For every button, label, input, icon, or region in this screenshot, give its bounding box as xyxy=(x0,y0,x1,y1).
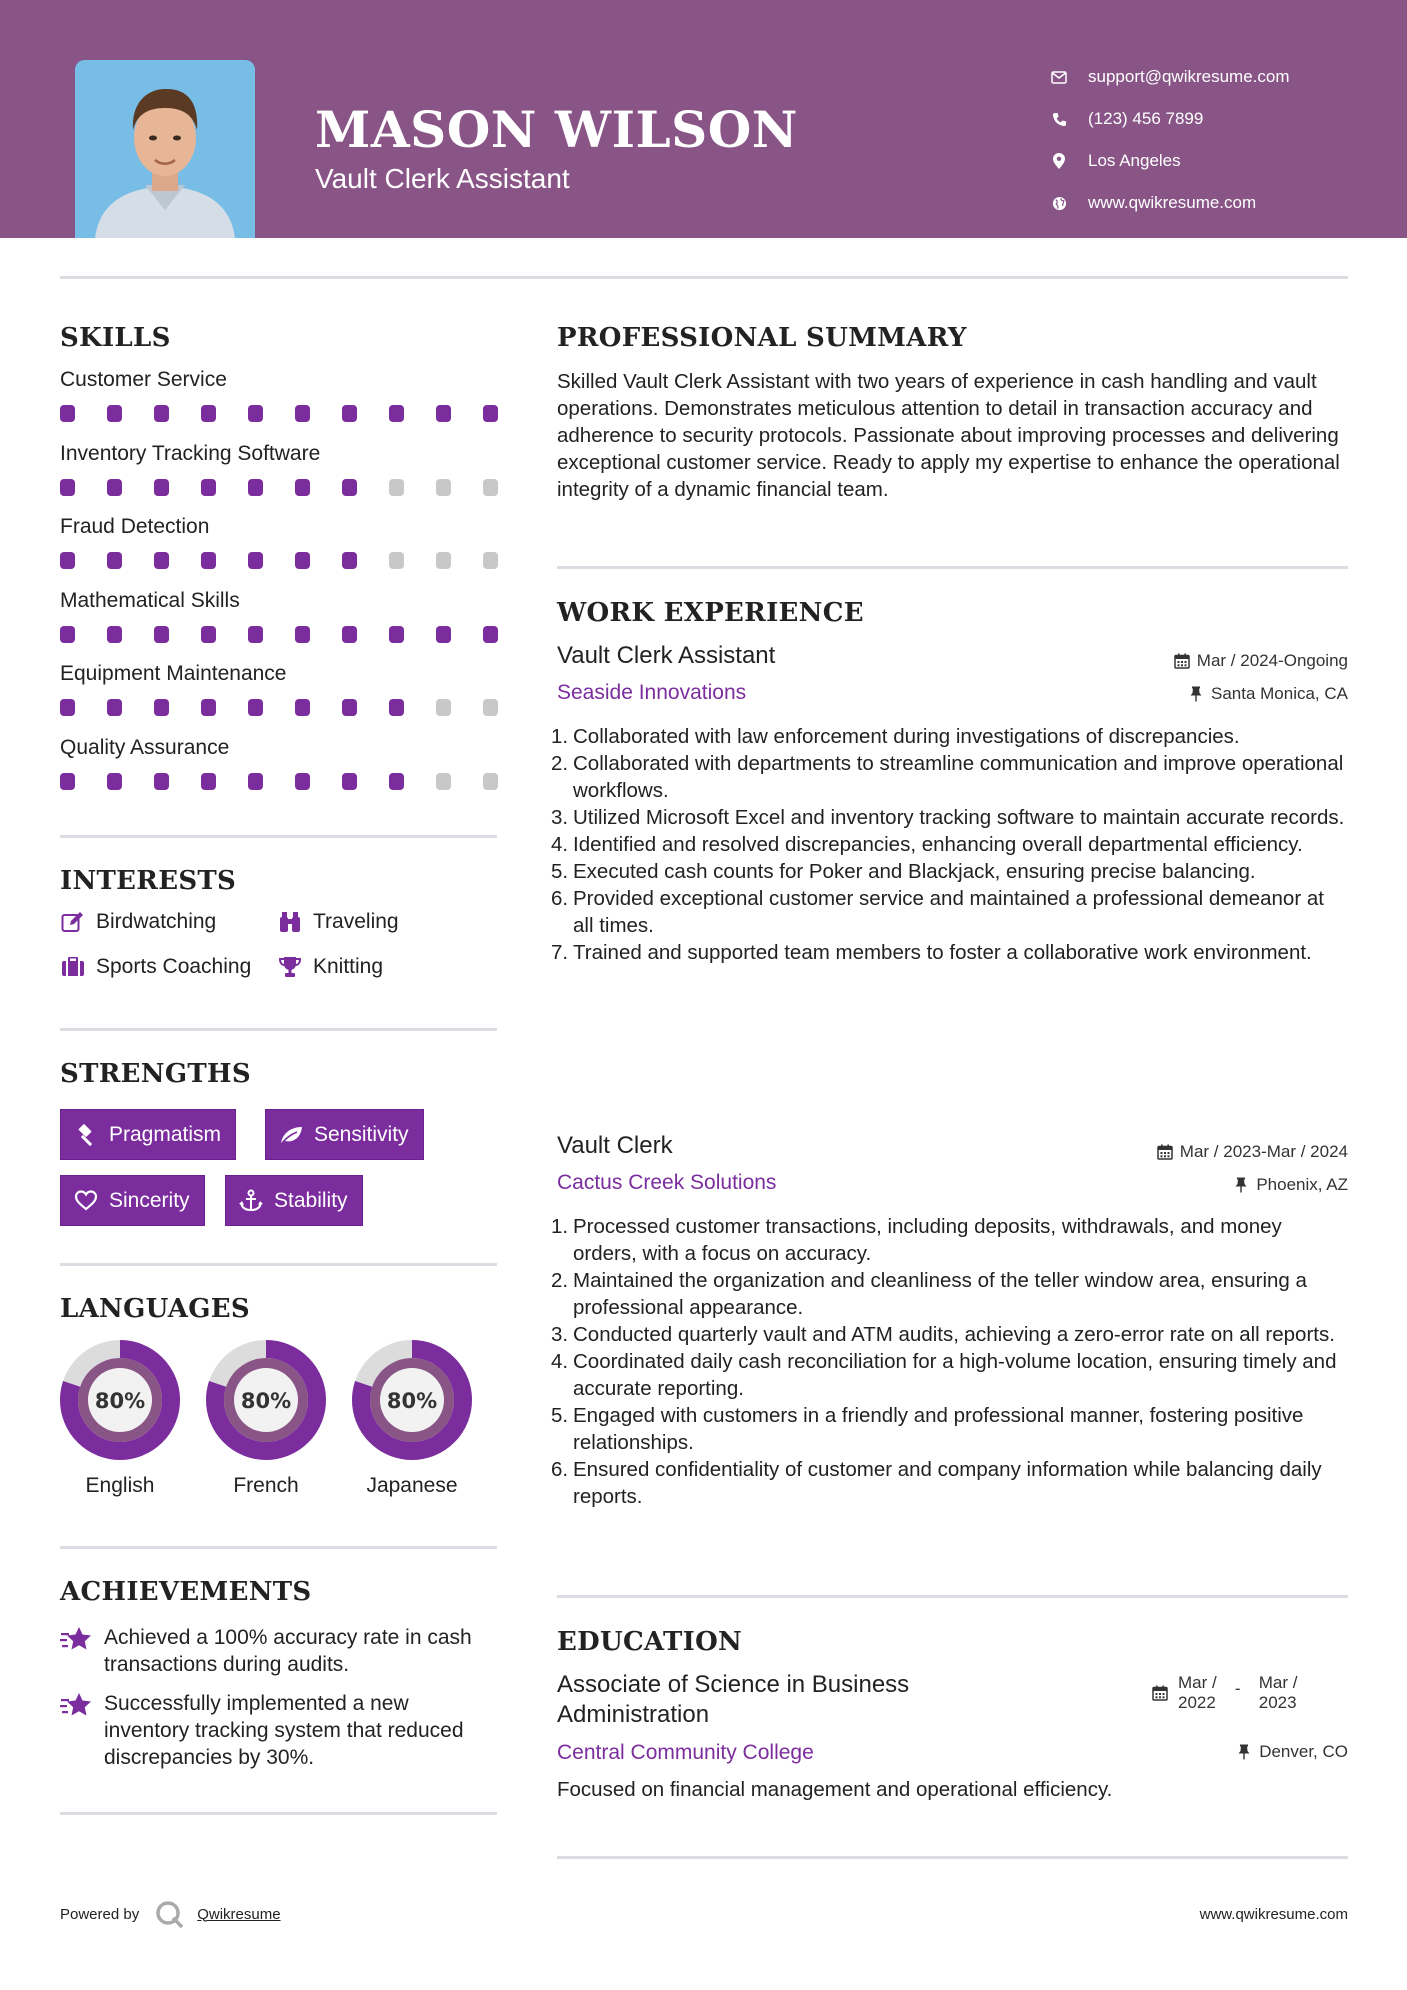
skill-name: Fraud Detection xyxy=(60,515,210,538)
skill-dot-filled xyxy=(342,773,357,790)
language-ring xyxy=(205,1339,327,1466)
skill-dot-filled xyxy=(436,405,451,422)
skills-heading: SKILLS xyxy=(60,323,171,353)
skill-dot-filled xyxy=(248,773,263,790)
skill-dot-filled xyxy=(154,699,169,716)
pencil-square-icon xyxy=(60,910,86,934)
achievement-text: Achieved a 100% accuracy rate in cash transactions during audits. xyxy=(104,1626,472,1676)
skill-dot-filled xyxy=(107,479,122,496)
anchor-icon xyxy=(238,1188,264,1214)
skill-dot-filled xyxy=(295,405,310,422)
skill-dot-filled xyxy=(295,773,310,790)
job-dates: Mar / 2023-Mar / 2024 xyxy=(1156,1142,1348,1162)
skill-dot-empty xyxy=(483,552,498,569)
skill-dot-filled xyxy=(295,552,310,569)
strength-tag-sincerity: Sincerity xyxy=(60,1175,205,1226)
skill-dot-filled xyxy=(154,552,169,569)
skill-dot-filled xyxy=(60,699,75,716)
candidate-title: Vault Clerk Assistant xyxy=(315,163,570,194)
skill-dot-empty xyxy=(436,699,451,716)
skill-dot-empty xyxy=(483,773,498,790)
skill-name: Mathematical Skills xyxy=(60,588,240,612)
skill-dot-filled xyxy=(154,479,169,496)
skill-dot-filled xyxy=(201,699,216,716)
education-heading: EDUCATION xyxy=(557,1627,743,1657)
education-divider xyxy=(557,1856,1348,1859)
responsibility-item: 3. Utilized Microsoft Excel and inventory tracking software to maintain accurate records. xyxy=(551,806,1345,829)
responsibility-item: 7. Trained and supported team members to foster a collaborative work environment. xyxy=(551,941,1312,964)
interest-item: Knitting xyxy=(277,955,383,979)
skill-dot-empty xyxy=(436,773,451,790)
job-responsibilities xyxy=(551,1213,1349,1510)
education-dates: Mar / 2022 - Mar / 2023 xyxy=(1152,1673,1297,1713)
languages-divider xyxy=(60,1546,497,1549)
skill-dot-filled xyxy=(389,405,404,422)
language-name: English xyxy=(85,1474,155,1497)
contact-email[interactable]: support@qwikresume.com xyxy=(1050,56,1290,98)
pushpin-icon xyxy=(1235,1743,1253,1761)
strength-tag-pragmatism: Pragmatism xyxy=(60,1109,236,1160)
skill-dot-filled xyxy=(60,479,75,496)
skill-dot-filled xyxy=(342,552,357,569)
skill-dot-filled xyxy=(483,626,498,643)
company-name: Seaside Innovations xyxy=(557,681,747,704)
strength-tag-stability: Stability xyxy=(225,1175,363,1226)
responsibility-item: 1. Processed customer transactions, including deposits, withdrawals, and money orders, with a focus on accuracy. xyxy=(551,1215,1282,1265)
calendar-icon xyxy=(1173,652,1191,670)
achievement-text: Successfully implemented a new inventory tracking system that reduced discrepancies by 30%. xyxy=(104,1692,464,1769)
briefcase-icon xyxy=(60,955,86,979)
school-name: Central Community College xyxy=(557,1741,814,1764)
skill-dot-empty xyxy=(483,479,498,496)
skill-dot-filled xyxy=(107,405,122,422)
skill-rating xyxy=(60,626,530,643)
heart-icon xyxy=(73,1188,99,1214)
pushpin-icon xyxy=(1187,685,1205,703)
contact-website[interactable]: www.qwikresume.com xyxy=(1050,182,1290,224)
top-divider xyxy=(60,276,1348,279)
skill-dot-filled xyxy=(107,626,122,643)
responsibility-item: 4. Coordinated daily cash reconciliation for a high-volume location, ensuring timely and accurate reporting. xyxy=(551,1350,1337,1400)
skill-name: Equipment Maintenance xyxy=(60,662,287,685)
interest-item: Sports Coaching xyxy=(60,955,251,979)
skill-dot-filled xyxy=(248,479,263,496)
map-pin-icon xyxy=(1050,152,1068,170)
language-name: French xyxy=(233,1474,299,1497)
summary-heading: PROFESSIONAL SUMMARY xyxy=(557,323,967,353)
skill-dot-filled xyxy=(201,773,216,790)
interest-item: Birdwatching xyxy=(60,910,216,934)
responsibility-item: 4. Identified and resolved discrepancies, enhancing overall departmental efficiency. xyxy=(551,833,1303,856)
achievements-heading: ACHIEVEMENTS xyxy=(60,1577,312,1607)
skill-dot-empty xyxy=(436,552,451,569)
skill-dot-filled xyxy=(295,479,310,496)
skill-dot-filled xyxy=(248,626,263,643)
education-description: Focused on financial management and operational efficiency. xyxy=(557,1778,1113,1801)
experience-heading: WORK EXPERIENCE xyxy=(557,598,864,628)
skill-dot-filled xyxy=(248,699,263,716)
skill-rating xyxy=(60,699,530,716)
skill-dot-filled xyxy=(60,552,75,569)
skill-dot-filled xyxy=(295,699,310,716)
skill-dot-empty xyxy=(436,479,451,496)
binoculars-icon xyxy=(277,910,303,934)
job-responsibilities xyxy=(551,723,1349,966)
achievement-item xyxy=(60,1690,490,1771)
skill-dot-filled xyxy=(389,773,404,790)
job-dates: Mar / 2024-Ongoing xyxy=(1173,651,1348,671)
strengths-divider xyxy=(60,1263,497,1266)
responsibility-item: 5. Executed cash counts for Poker and Blackjack, ensuring precise balancing. xyxy=(551,860,1256,883)
envelope-icon xyxy=(1050,68,1068,86)
star-icon xyxy=(60,1690,94,1720)
job-title: Vault Clerk Assistant xyxy=(557,642,776,669)
languages-heading: LANGUAGES xyxy=(60,1294,250,1324)
star-icon xyxy=(60,1624,94,1654)
skill-name: Quality Assurance xyxy=(60,735,230,759)
skill-name: Inventory Tracking Software xyxy=(60,441,321,465)
candidate-name: MASON WILSON xyxy=(315,100,798,159)
language-percent: 80% xyxy=(240,1389,292,1413)
job-location: Phoenix, AZ xyxy=(1232,1175,1348,1195)
degree-name: Associate of Science in Business Administration xyxy=(557,1671,910,1728)
skill-dot-filled xyxy=(60,773,75,790)
gavel-icon xyxy=(73,1122,99,1148)
interest-item: Traveling xyxy=(277,910,399,934)
responsibility-item: 2. Maintained the organization and cleanliness of the teller window area, ensuring a professional appearance. xyxy=(551,1269,1307,1319)
achievement-item xyxy=(60,1624,490,1678)
summary-divider xyxy=(557,566,1348,569)
skill-dot-filled xyxy=(201,405,216,422)
strengths-heading: STRENGTHS xyxy=(60,1059,251,1089)
skill-dot-filled xyxy=(342,626,357,643)
skill-dot-filled xyxy=(295,626,310,643)
education-location: Denver, CO xyxy=(1235,1742,1348,1762)
skill-dot-filled xyxy=(107,552,122,569)
footer-powered-by: Powered by Qwikresume xyxy=(60,1900,281,1928)
skill-dot-filled xyxy=(483,405,498,422)
skill-dot-filled xyxy=(107,773,122,790)
job-location: Santa Monica, CA xyxy=(1187,684,1348,704)
company-name: Cactus Creek Solutions xyxy=(557,1171,777,1194)
skill-dot-filled xyxy=(60,405,75,422)
summary-text: Skilled Vault Clerk Assistant with two years of experience in cash handling and vault operations. Demonstrates meticulous attention to detail in transaction accuracy and adherence to security protocols. Passionate about improving processes and delivering exceptional customer service. Ready to apply my expertise to enhance the operational integrity of a dynamic financial team. xyxy=(557,370,1340,501)
contact-phone[interactable]: (123) 456 7899 xyxy=(1050,98,1290,140)
trophy-icon xyxy=(277,955,303,979)
qwikresume-logo-icon xyxy=(155,1900,185,1928)
leaf-icon xyxy=(278,1122,304,1148)
calendar-icon xyxy=(1156,1143,1174,1161)
strength-tag-sensitivity: Sensitivity xyxy=(265,1109,424,1160)
skill-dot-filled xyxy=(107,699,122,716)
interests-divider xyxy=(60,1028,497,1031)
language-name: Japanese xyxy=(366,1474,458,1497)
achievements-divider xyxy=(60,1812,497,1815)
responsibility-item: 1. Collaborated with law enforcement during investigations of discrepancies. xyxy=(551,725,1240,748)
pushpin-icon xyxy=(1232,1176,1250,1194)
skill-dot-filled xyxy=(389,626,404,643)
skill-dot-filled xyxy=(389,699,404,716)
skill-dot-filled xyxy=(154,773,169,790)
skill-rating xyxy=(60,552,530,569)
skill-rating xyxy=(60,405,530,422)
skill-dot-filled xyxy=(342,405,357,422)
skill-rating xyxy=(60,479,530,496)
experience-divider xyxy=(557,1595,1348,1598)
skill-dot-empty xyxy=(389,552,404,569)
responsibility-item: 3. Conducted quarterly vault and ATM audits, achieving a zero-error rate on all reports. xyxy=(551,1323,1335,1346)
skills-divider xyxy=(60,835,497,838)
skill-dot-filled xyxy=(201,552,216,569)
calendar-icon xyxy=(1152,1685,1170,1703)
skill-dot-filled xyxy=(436,626,451,643)
responsibility-item: 2. Collaborated with departments to streamline communication and improve operational workflows. xyxy=(551,752,1344,802)
skill-dot-filled xyxy=(248,552,263,569)
skill-dot-filled xyxy=(201,479,216,496)
skill-dot-filled xyxy=(342,479,357,496)
resume-header xyxy=(0,0,1407,238)
phone-icon xyxy=(1050,110,1068,128)
responsibility-item: 6. Provided exceptional customer service and maintained a professional demeanor at all times. xyxy=(551,887,1324,937)
language-percent: 80% xyxy=(94,1389,146,1413)
language-ring xyxy=(59,1339,181,1466)
responsibility-item: 6. Ensured confidentiality of customer and company information while balancing daily reports. xyxy=(551,1458,1322,1508)
profile-photo xyxy=(75,60,255,238)
language-ring xyxy=(351,1339,473,1466)
interests-heading: INTERESTS xyxy=(60,866,237,896)
skill-dot-filled xyxy=(154,626,169,643)
footer-website[interactable]: www.qwikresume.com xyxy=(1199,1906,1348,1923)
qwikresume-link[interactable]: Qwikresume xyxy=(197,1905,281,1923)
contact-location: Los Angeles xyxy=(1050,140,1290,182)
job-title: Vault Clerk xyxy=(557,1132,673,1159)
skill-name: Customer Service xyxy=(60,368,227,391)
skill-dot-filled xyxy=(154,405,169,422)
skill-dot-filled xyxy=(201,626,216,643)
skill-dot-filled xyxy=(342,699,357,716)
skill-dot-filled xyxy=(248,405,263,422)
language-percent: 80% xyxy=(386,1389,438,1413)
skill-dot-filled xyxy=(60,626,75,643)
skill-dot-empty xyxy=(389,479,404,496)
responsibility-item: 5. Engaged with customers in a friendly and professional manner, fostering positive relationships. xyxy=(551,1404,1304,1454)
skill-dot-empty xyxy=(483,699,498,716)
contact-list xyxy=(1050,56,1290,224)
globe-icon xyxy=(1050,194,1068,212)
skill-rating xyxy=(60,773,530,790)
